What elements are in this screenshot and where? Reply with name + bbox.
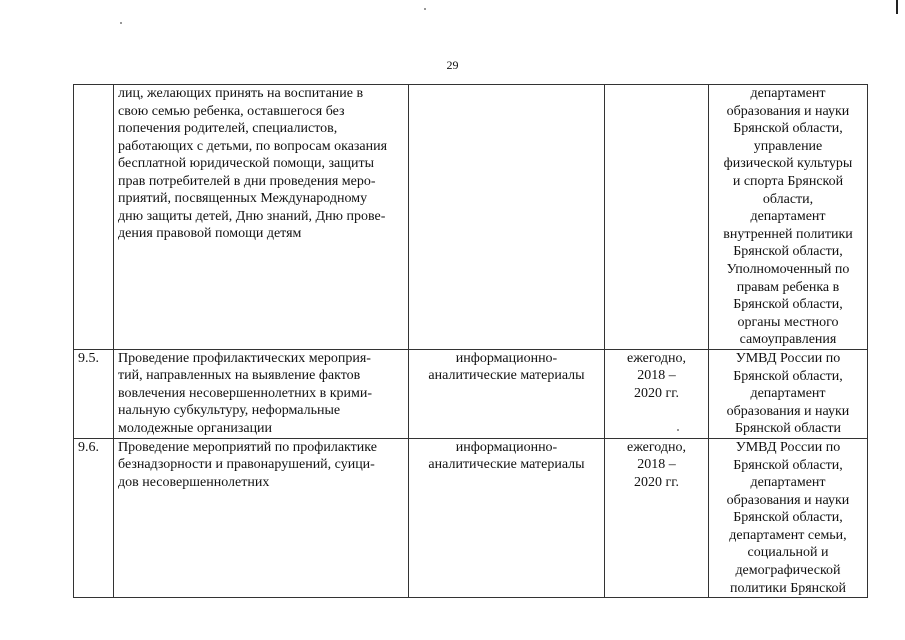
activity-cell (114, 349, 409, 438)
result-cell (409, 438, 605, 597)
row-number: 9.5. (78, 350, 99, 366)
activity-cell (114, 438, 409, 597)
responsible-cell (709, 349, 868, 438)
scan-speck (424, 8, 426, 10)
term-cell (605, 438, 709, 597)
page-number: 29 (446, 58, 459, 72)
result-text: информационно- аналитические материалы (428, 350, 585, 384)
term-cell (605, 349, 709, 438)
term-cell (605, 85, 709, 350)
responsible-text: УМВД России по Брянской области, департамент образования и науки Брянской области (726, 350, 850, 437)
result-cell (409, 85, 605, 350)
row-number: 9.6. (78, 439, 99, 455)
responsible-text: департамент образования и науки Брянской области, управление физической культуры и спорта Брянской области, департамент внутренней политики Брянской области, Уполномоченный по правам ребенка в Брянской области, органы местного самоуправления (723, 86, 853, 348)
row-number-cell (74, 438, 114, 597)
table-row (74, 85, 868, 350)
row-number-cell (74, 85, 114, 350)
term-text: ежегодно, 2018 – 2020 гг. (626, 439, 687, 490)
table-row (74, 349, 868, 438)
scan-speck (120, 22, 122, 24)
activity-text: Проведение профилактических мероприя- тий, направленных на выявление фактов вовлечения несовершеннолетних в крими- нальную субкультуру, неформальные молодежные организации (118, 350, 372, 436)
scan-edge-mark (896, 0, 898, 14)
activity-text: Проведение мероприятий по профилактике безнадзорности и правонарушений, суици- дов несовершеннолетних (118, 439, 377, 490)
responsible-text: УМВД России по Брянской области, департамент образования и науки Брянской области, департамент семьи, социальной и демографической политики Брянской (726, 439, 850, 596)
activity-text: лиц, желающих принять на воспитание в свою семью ребенка, оставшегося без попечения родителей, специалистов, работающих с детьми, по вопросам оказания бесплатной юридической помощи, защиты прав потребителей в дни проведения меро- приятий, посвященных Международному дню защиты детей, Дню знаний, Дню прове- дения правовой помощи детям (118, 86, 388, 241)
responsible-cell (709, 85, 868, 350)
table-row (74, 438, 868, 597)
row-number-cell (74, 349, 114, 438)
term-text: ежегодно, 2018 – 2020 гг. (626, 350, 687, 401)
result-cell (409, 349, 605, 438)
activity-cell (114, 85, 409, 350)
plan-table (73, 84, 868, 598)
responsible-cell (709, 438, 868, 597)
result-text: информационно- аналитические материалы (428, 439, 585, 473)
